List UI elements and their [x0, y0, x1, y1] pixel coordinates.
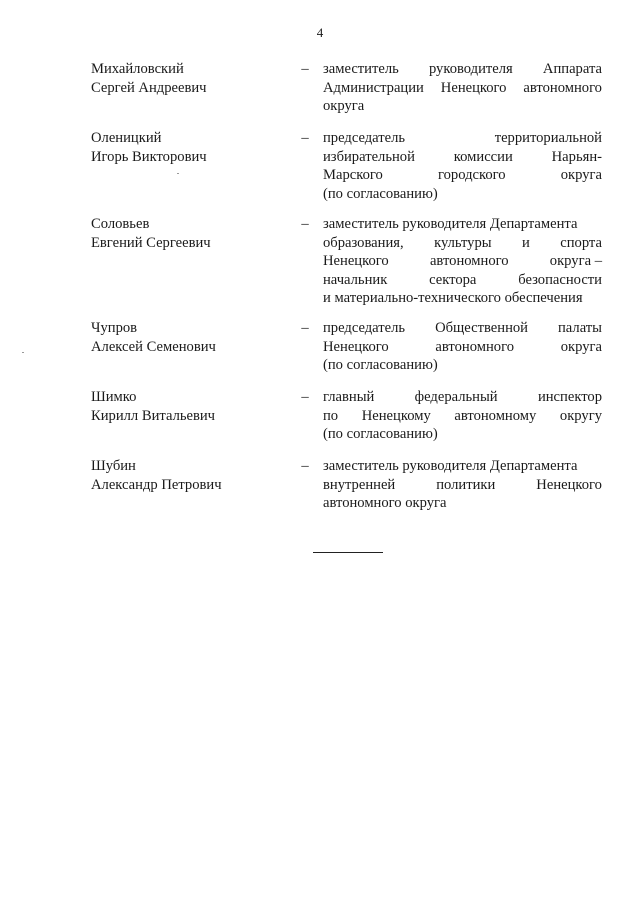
member-given-name: Александр Петрович — [91, 476, 222, 493]
role-word: образования, — [323, 234, 404, 251]
member-surname: Чупров — [91, 320, 138, 336]
end-of-list-rule — [313, 552, 383, 553]
scan-speck — [177, 173, 179, 174]
role-line — [323, 166, 602, 185]
role-word: округа – — [549, 253, 602, 270]
role-word: автономного округа — [323, 495, 447, 512]
role-word: федеральный — [414, 389, 498, 405]
member-name — [91, 457, 281, 494]
role-line — [323, 234, 602, 253]
role-word: Ненецкому — [361, 407, 431, 424]
role-word: культуры — [434, 234, 492, 251]
role-word: автономного — [435, 338, 514, 355]
member-given-name: Алексей Семенович — [91, 338, 216, 355]
role-line — [323, 494, 602, 513]
role-line — [323, 60, 602, 79]
member-name — [91, 388, 281, 425]
dash-separator: – — [301, 389, 309, 405]
role-word: округу — [559, 407, 602, 424]
role-line — [323, 319, 602, 338]
role-word: по — [323, 407, 339, 424]
role-word: (по согласованию) — [323, 357, 438, 374]
role-word: округа — [560, 338, 602, 355]
role-word: (по согласованию) — [323, 185, 438, 202]
member-given-name: Евгений Сергеевич — [91, 234, 211, 251]
role-word: комиссии — [453, 148, 513, 165]
member-surname: Соловьев — [91, 216, 150, 232]
role-word: заместитель — [323, 61, 399, 77]
member-surname: Шимко — [91, 389, 137, 405]
role-line — [323, 185, 602, 204]
role-line — [323, 215, 602, 234]
member-entry — [0, 457, 640, 537]
role-word: главный — [323, 389, 375, 405]
role-word: Ненецкого — [536, 476, 602, 493]
member-role — [323, 215, 602, 308]
role-word: округа — [323, 98, 365, 115]
role-word: палаты — [558, 320, 602, 336]
member-entry — [0, 215, 640, 307]
role-line — [323, 148, 602, 167]
role-word: территориальной — [494, 130, 602, 146]
role-line — [323, 356, 602, 375]
member-role — [323, 319, 602, 375]
member-given-name: Игорь Викторович — [91, 148, 207, 165]
role-word: (по согласованию) — [323, 426, 438, 443]
role-word: автономному — [454, 407, 537, 424]
role-word: Ненецкого — [323, 338, 389, 355]
role-word: безопасности — [518, 271, 602, 288]
role-word: Общественной — [435, 320, 528, 336]
role-line — [323, 425, 602, 444]
role-word: и — [522, 234, 530, 251]
member-role — [323, 388, 602, 444]
role-line — [323, 476, 602, 495]
role-word: Марского — [323, 167, 383, 184]
role-word: председатель — [323, 320, 406, 336]
role-word: спорта — [560, 234, 602, 251]
member-entry — [0, 319, 640, 399]
role-word: Ненецкого — [440, 79, 507, 96]
role-word: Администрации — [323, 79, 424, 96]
member-name — [91, 319, 281, 356]
role-line — [323, 388, 602, 407]
role-word: округа — [560, 167, 602, 184]
role-word: политики — [436, 476, 496, 493]
member-given-name: Сергей Андреевич — [91, 79, 207, 96]
member-name — [91, 215, 281, 252]
role-word: начальник — [323, 271, 388, 288]
member-role — [323, 129, 602, 203]
role-line — [323, 252, 602, 271]
member-entry — [0, 388, 640, 468]
role-word: заместитель руководителя Департамента — [323, 216, 578, 232]
role-line — [323, 407, 602, 426]
dash-separator: – — [301, 216, 309, 232]
member-entry — [0, 129, 640, 209]
member-entry — [0, 60, 640, 140]
role-word: инспектор — [537, 389, 602, 405]
member-surname: Михайловский — [91, 61, 184, 77]
page-number: 4 — [316, 25, 324, 40]
dash-separator: – — [301, 320, 309, 336]
role-word: и материально-технического обеспечения — [323, 290, 583, 307]
member-surname: Шубин — [91, 458, 136, 474]
role-line — [323, 97, 602, 116]
role-line — [323, 79, 602, 98]
member-name — [91, 60, 281, 97]
member-role — [323, 457, 602, 513]
role-word: городского — [437, 167, 506, 184]
member-role — [323, 60, 602, 116]
member-surname: Оленицкий — [91, 130, 162, 146]
member-given-name: Кирилл Витальевич — [91, 407, 216, 424]
role-word: внутренней — [323, 476, 396, 493]
role-word: автономного — [429, 253, 509, 270]
role-word: автономного — [523, 79, 602, 96]
dash-separator: – — [301, 130, 309, 146]
role-word: Ненецкого — [323, 253, 389, 270]
role-word: сектора — [429, 271, 477, 288]
role-word: председатель — [323, 130, 406, 146]
dash-separator: – — [301, 458, 309, 474]
role-word: Нарьян- — [551, 148, 602, 165]
scan-speck — [22, 352, 24, 353]
role-word: руководителя — [428, 61, 513, 77]
role-word: Аппарата — [542, 61, 602, 77]
role-line — [323, 289, 602, 308]
role-word: заместитель руководителя Департамента — [323, 458, 578, 474]
role-line — [323, 457, 602, 476]
dash-separator: – — [301, 61, 309, 77]
member-name — [91, 129, 281, 166]
role-line — [323, 271, 602, 290]
role-line — [323, 338, 602, 357]
role-line — [323, 129, 602, 148]
role-word: избирательной — [323, 148, 415, 165]
